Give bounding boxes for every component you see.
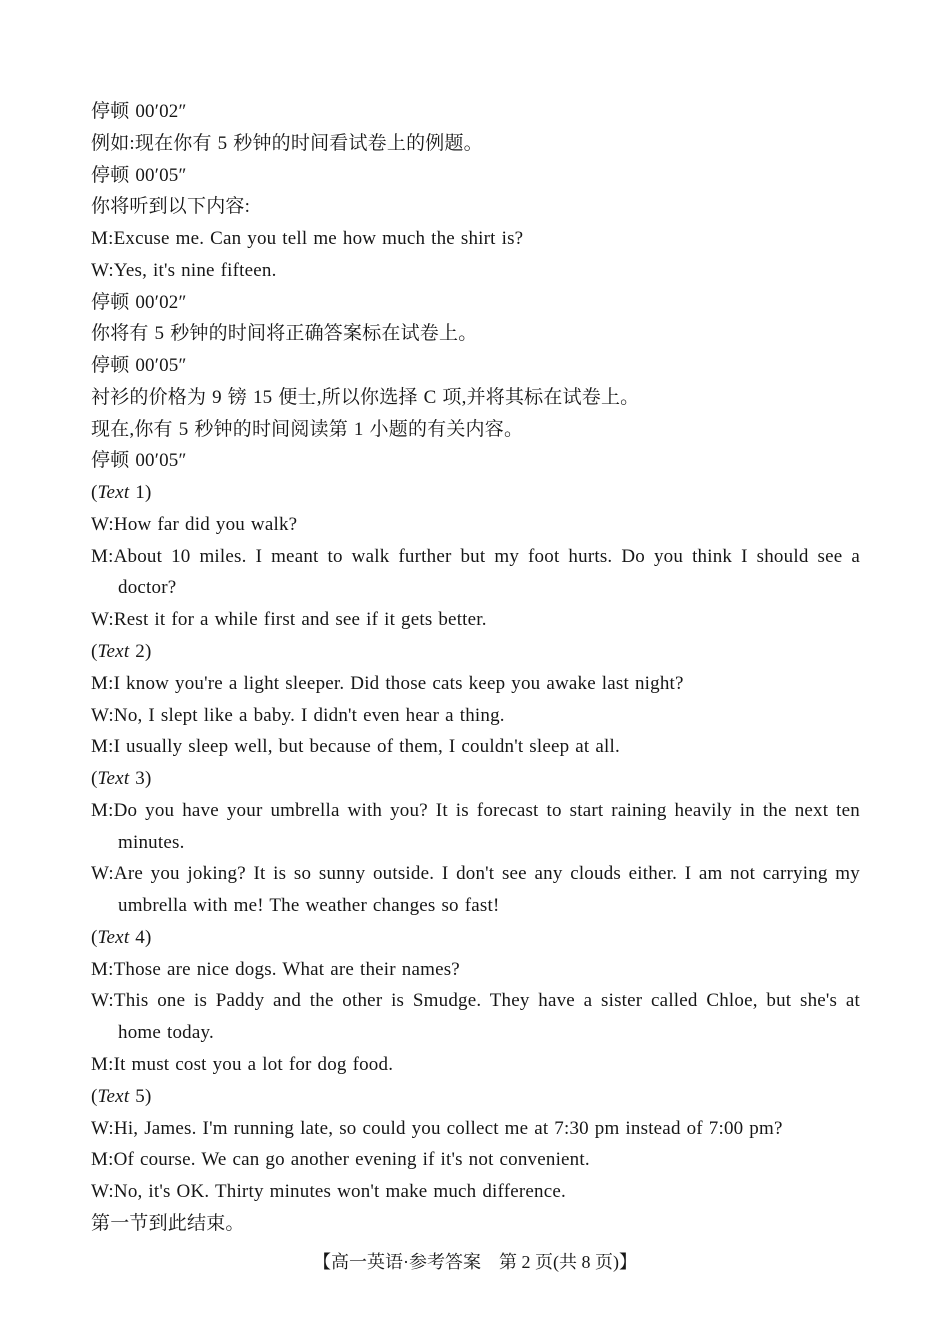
dialogue-line: W:No, I slept like a baby. I didn't even hear a thing. — [91, 704, 505, 726]
example-instruction: 例如:现在你有 5 秒钟的时间看试卷上的例题。 — [91, 132, 483, 154]
text-2-heading — [91, 636, 860, 668]
dialogue-line-continuation: home today. — [118, 1022, 214, 1044]
heading-label: Text — [97, 641, 130, 663]
heading-label: Text — [97, 926, 130, 948]
dialogue-line: W:Rest it for a while first and see if it gets better. — [91, 609, 487, 631]
dialogue-line: M:Of course. We can go another evening if it's not convenient. — [91, 1149, 590, 1171]
text-4-heading — [91, 922, 860, 954]
transcript-body — [91, 96, 860, 1240]
heading-label: Text — [97, 1085, 130, 1107]
dialogue-line-continuation: umbrella with me! The weather changes so fast! — [118, 895, 500, 917]
example-dialogue-line: W:Yes, it's nine fifteen. — [91, 259, 277, 281]
heading-number: 2) — [129, 641, 152, 663]
heading-number: 5) — [129, 1085, 152, 1107]
pause-marker: 停顿 00′02″ — [91, 291, 187, 313]
dialogue-line: M:It must cost you a lot for dog food. — [91, 1053, 394, 1075]
heading-open: ( — [91, 926, 98, 948]
answer-instruction: 你将有 5 秒钟的时间将正确答案标在试卷上。 — [91, 323, 478, 345]
dialogue-line: W:This one is Paddy and the other is Smudge. They have a sister called Chloe, but she's at — [91, 990, 860, 1012]
dialogue-line: M:Do you have your umbrella with you? It is forecast to start raining heavily in the next ten — [91, 799, 860, 821]
pause-marker: 停顿 00′02″ — [91, 101, 187, 122]
heading-number: 1) — [129, 482, 152, 504]
dialogue-line: W:How far did you walk? — [91, 513, 298, 535]
dialogue-line: W:Hi, James. I'm running late, so could you collect me at 7:30 pm instead of 7:00 pm? — [91, 1117, 783, 1139]
pause-marker: 停顿 00′05″ — [91, 450, 187, 472]
heading-open: ( — [91, 641, 98, 663]
heading-label: Text — [97, 768, 130, 790]
heading-open: ( — [91, 768, 98, 790]
dialogue-line: W:Are you joking? It is so sunny outside. I don't see any clouds either. I am not carrying my — [91, 863, 860, 885]
dialogue-line: M:I usually sleep well, but because of them, I couldn't sleep at all. — [91, 736, 620, 758]
listen-instruction: 你将听到以下内容: — [91, 196, 251, 218]
text-5-heading — [91, 1081, 860, 1113]
reading-instruction: 现在,你有 5 秒钟的时间阅读第 1 小题的有关内容。 — [91, 418, 524, 440]
pause-marker: 停顿 00′05″ — [91, 164, 187, 186]
section-end-note: 第一节到此结束。 — [91, 1212, 245, 1234]
heading-open: ( — [91, 482, 98, 504]
dialogue-line: M:Those are nice dogs. What are their names? — [91, 958, 460, 980]
dialogue-line: W:No, it's OK. Thirty minutes won't make much difference. — [91, 1181, 566, 1203]
example-explanation: 衬衫的价格为 9 镑 15 便士,所以你选择 C 项,并将其标在试卷上。 — [91, 386, 640, 408]
heading-open: ( — [91, 1085, 98, 1107]
pause-marker: 停顿 00′05″ — [91, 355, 187, 377]
text-3-heading — [91, 763, 860, 795]
heading-number: 4) — [129, 926, 152, 948]
text-1-heading — [91, 477, 860, 509]
dialogue-line: M:I know you're a light sleeper. Did those cats keep you awake last night? — [91, 672, 684, 694]
page-footer: 【高一英语·参考答案 第 2 页(共 8 页)】 — [313, 1252, 637, 1272]
heading-number: 3) — [129, 768, 152, 790]
dialogue-line: M:About 10 miles. I meant to walk further but my foot hurts. Do you think I should see a — [91, 545, 860, 567]
heading-label: Text — [97, 482, 130, 504]
example-dialogue-line: M:Excuse me. Can you tell me how much the shirt is? — [91, 228, 524, 250]
dialogue-line-continuation: doctor? — [118, 577, 177, 599]
dialogue-line-continuation: minutes. — [118, 831, 185, 853]
